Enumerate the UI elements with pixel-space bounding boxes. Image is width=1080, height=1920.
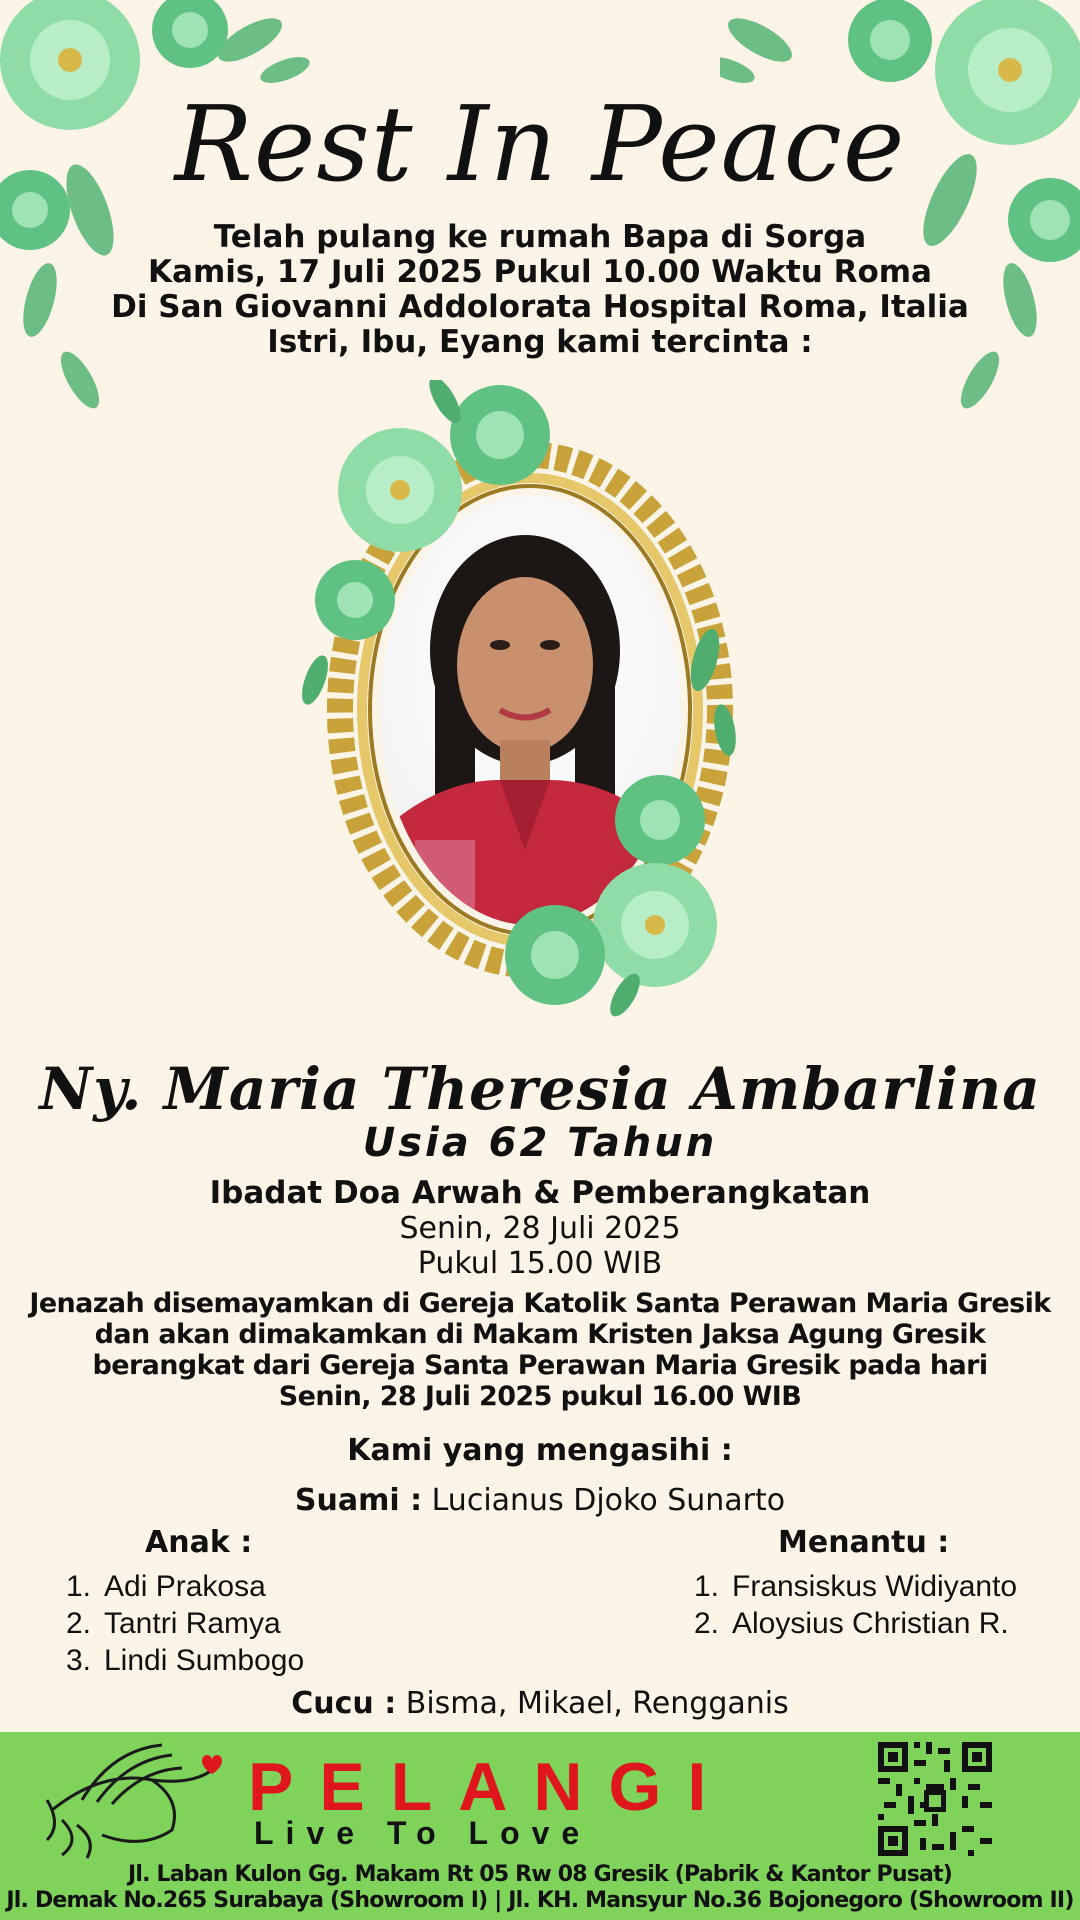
cucu-label: Cucu :: [291, 1686, 397, 1721]
service-time: Pukul 15.00 WIB: [417, 1246, 663, 1281]
list-item: 2. Aloysius Christian R.: [694, 1607, 1009, 1640]
intro-line: Di San Giovanni Addolorata Hospital Roma, Italia: [111, 289, 969, 325]
list-item: 2. Tantri Ramya: [66, 1607, 281, 1640]
menantu-heading: Menantu :: [778, 1525, 950, 1560]
cucu-line: [0, 1686, 1080, 1721]
intro-line: Kamis, 17 Juli 2025 Pukul 10.00 Waktu Roma: [148, 254, 932, 290]
address-line: Jl. Laban Kulon Gg. Makam Rt 05 Rw 08 Gresik (Pabrik & Kantor Pusat): [127, 1862, 953, 1887]
anak-heading: Anak :: [145, 1525, 253, 1560]
intro-text: [0, 220, 1080, 360]
list-item: 1. Fransiskus Widiyanto: [694, 1570, 1018, 1603]
footer-address: [0, 1862, 1080, 1914]
top-right-floral-icon: [720, 0, 1080, 430]
family-heading: Kami yang mengasihi :: [347, 1433, 733, 1468]
menantu-list: [694, 1568, 1017, 1642]
anak-list: [66, 1568, 304, 1679]
service-block: [0, 1175, 1080, 1281]
top-left-floral-icon: [0, 0, 310, 430]
deceased-name: Ny. Maria Theresia Ambarlina: [39, 1055, 1041, 1123]
details-line: dan akan dimakamkan di Makam Kristen Jaksa Agung Gresik: [94, 1319, 986, 1350]
portrait-frame: [285, 380, 785, 1020]
list-item: 1. Adi Prakosa: [66, 1570, 266, 1603]
qr-code-icon: [874, 1738, 996, 1860]
dove-logo-icon: [42, 1740, 232, 1860]
address-line: Jl. Demak No.265 Surabaya (Showroom I) | Jl. KH. Mansyur No.36 Bojonegoro (Showroom II): [6, 1888, 1074, 1913]
list-item: 3. Lindi Sumbogo: [66, 1644, 305, 1677]
suami-line: [0, 1483, 1080, 1518]
page-title: Rest In Peace: [174, 83, 906, 205]
brand-name: PELANGI: [248, 1749, 733, 1825]
brand-tagline: Live To Love: [254, 1815, 592, 1851]
service-date: Senin, 28 Juli 2025: [399, 1211, 681, 1246]
intro-line: Telah pulang ke rumah Bapa di Sorga: [213, 219, 867, 255]
service-details: [0, 1288, 1080, 1412]
cucu-names: Bisma, Mikael, Rengganis: [405, 1686, 789, 1721]
deceased-age: Usia 62 Tahun: [362, 1120, 718, 1166]
details-line: Jenazah disemayamkan di Gereja Katolik Santa Perawan Maria Gresik: [29, 1288, 1051, 1319]
details-line: berangkat dari Gereja Santa Perawan Maria Gresik pada hari: [92, 1350, 988, 1381]
suami-name: Lucianus Djoko Sunarto: [431, 1483, 786, 1518]
intro-line: Istri, Ibu, Eyang kami tercinta :: [267, 324, 813, 360]
service-title: Ibadat Doa Arwah & Pemberangkatan: [209, 1175, 871, 1211]
suami-label: Suami :: [294, 1483, 423, 1518]
details-line: Senin, 28 Juli 2025 pukul 16.00 WIB: [278, 1381, 802, 1412]
